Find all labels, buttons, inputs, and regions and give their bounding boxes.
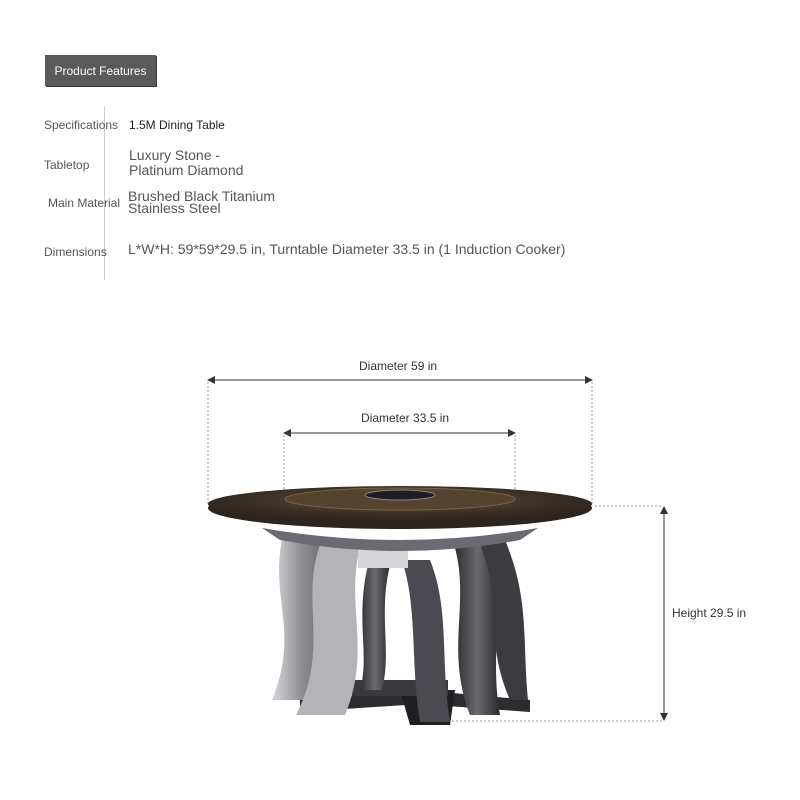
specifications-label: Specifications xyxy=(44,118,119,132)
turntable-diameter-label: Diameter 33.5 in xyxy=(361,411,450,425)
tabletop-value-line2: Platinum Diamond xyxy=(129,162,244,178)
tabletop-value-line1: Luxury Stone - xyxy=(129,147,221,163)
outer-diameter-label: Diameter 59 in xyxy=(359,359,438,373)
height-label: Height 29.5 in xyxy=(672,606,747,620)
dimensions-value: L*W*H: 59*59*29.5 in, Turntable Diameter 33.5 in (1 Induction Cooker) xyxy=(128,241,566,257)
induction-cooker xyxy=(365,490,435,500)
dimensions-label: Dimensions xyxy=(44,245,107,259)
tabletop-label: Tabletop xyxy=(44,158,90,172)
product-features-badge: Product Features xyxy=(45,55,156,86)
main-material-value-line1: Brushed Black Titanium xyxy=(128,188,276,204)
specifications-value: 1.5M Dining Table xyxy=(129,118,225,132)
main-material-label: Main Material xyxy=(48,196,121,210)
main-material-value-line2: Stainless Steel xyxy=(128,200,221,216)
leg-back-left xyxy=(360,565,390,690)
